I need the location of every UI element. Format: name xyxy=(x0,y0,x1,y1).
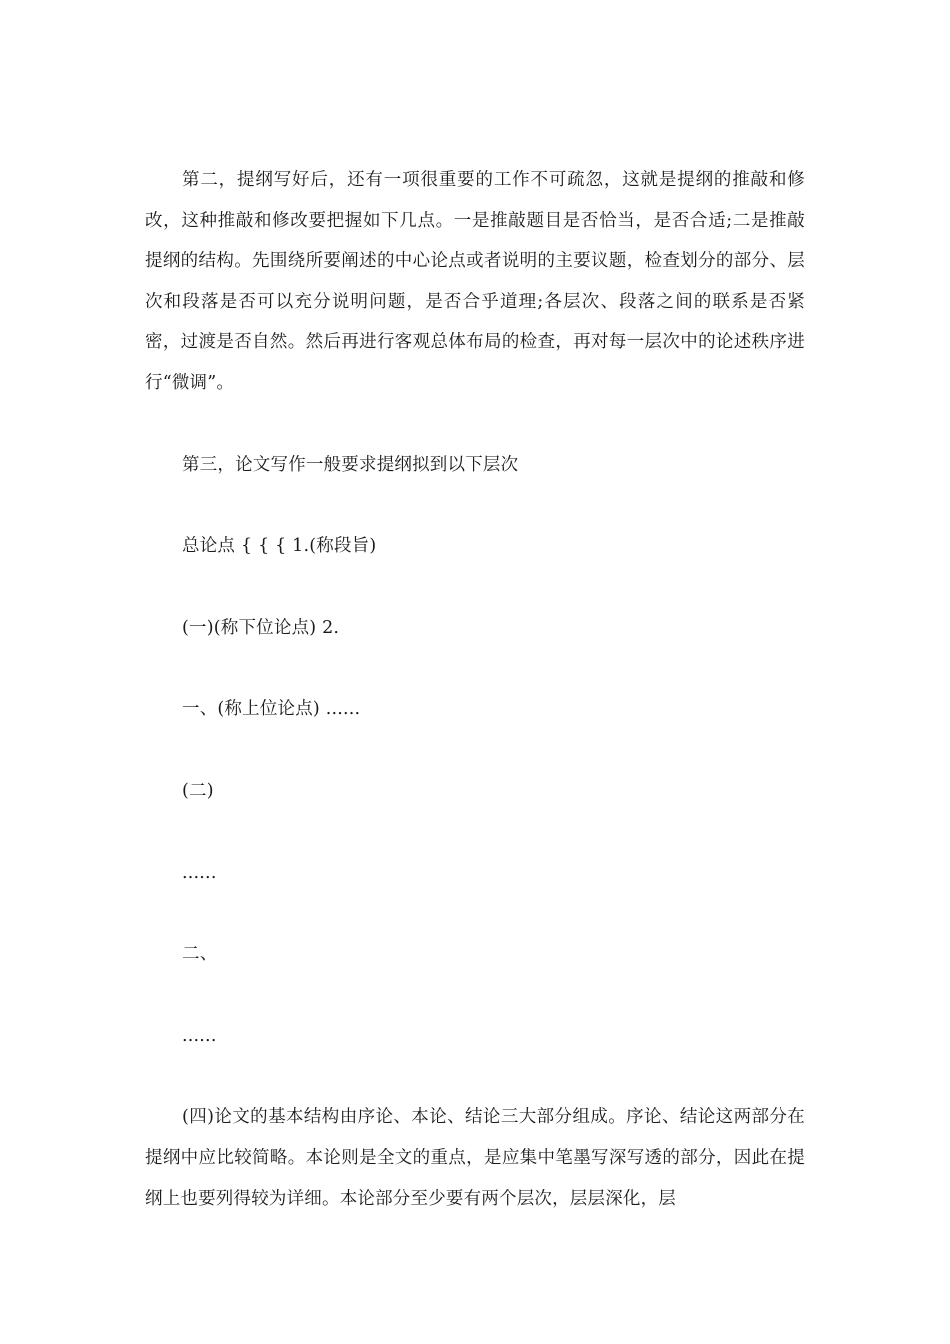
outline-line-5: ...... xyxy=(182,862,217,883)
spacer xyxy=(145,485,805,526)
spacer xyxy=(145,567,805,608)
paragraph-basic-structure: (四)论文的基本结构由序论、本论、结论三大部分组成。序论、结论这两部分在提纲中应比较简略。本论则是全文的重点，是应集中笔墨写深写透的部分，因此在提纲上也要列得较为详细。本论部分至少要有两个层次，层层深化，层 xyxy=(145,1107,805,1209)
outline-line-7: ...... xyxy=(182,1025,217,1046)
spacer xyxy=(145,648,805,689)
paragraph-outline-levels: 第三，论文写作一般要求提纲拟到以下层次 xyxy=(182,454,519,475)
document-page xyxy=(145,160,805,1219)
outline-line-4: (二) xyxy=(182,780,214,801)
spacer xyxy=(145,893,805,934)
outline-line-3: 一、(称上位论点) ...... xyxy=(182,699,361,720)
spacer xyxy=(145,730,805,771)
spacer xyxy=(145,404,805,445)
spacer xyxy=(145,1056,805,1097)
spacer xyxy=(145,975,805,1016)
outline-line-2: (一)(称下位论点) 2. xyxy=(182,617,340,638)
spacer xyxy=(145,812,805,853)
outline-line-1: 总论点 { { { 1.(称段旨) xyxy=(182,536,377,557)
outline-line-6: 二、 xyxy=(182,944,218,965)
paragraph-revise-outline: 第二，提纲写好后，还有一项很重要的工作不可疏忽，这就是提纲的推敲和修改，这种推敲和修改要把握如下几点。一是推敲题目是否恰当，是否合适;二是推敲提纲的结构。先围绕所要阐述的中心论点或者说明的主要议题，检查划分的部分、层次和段落是否可以充分说明问题，是否合乎道理;各层次、段落之间的联系是否紧密，过渡是否自然。然后再进行客观总体布局的检查，再对每一层次中的论述秩序进行“微调”。 xyxy=(145,170,805,393)
